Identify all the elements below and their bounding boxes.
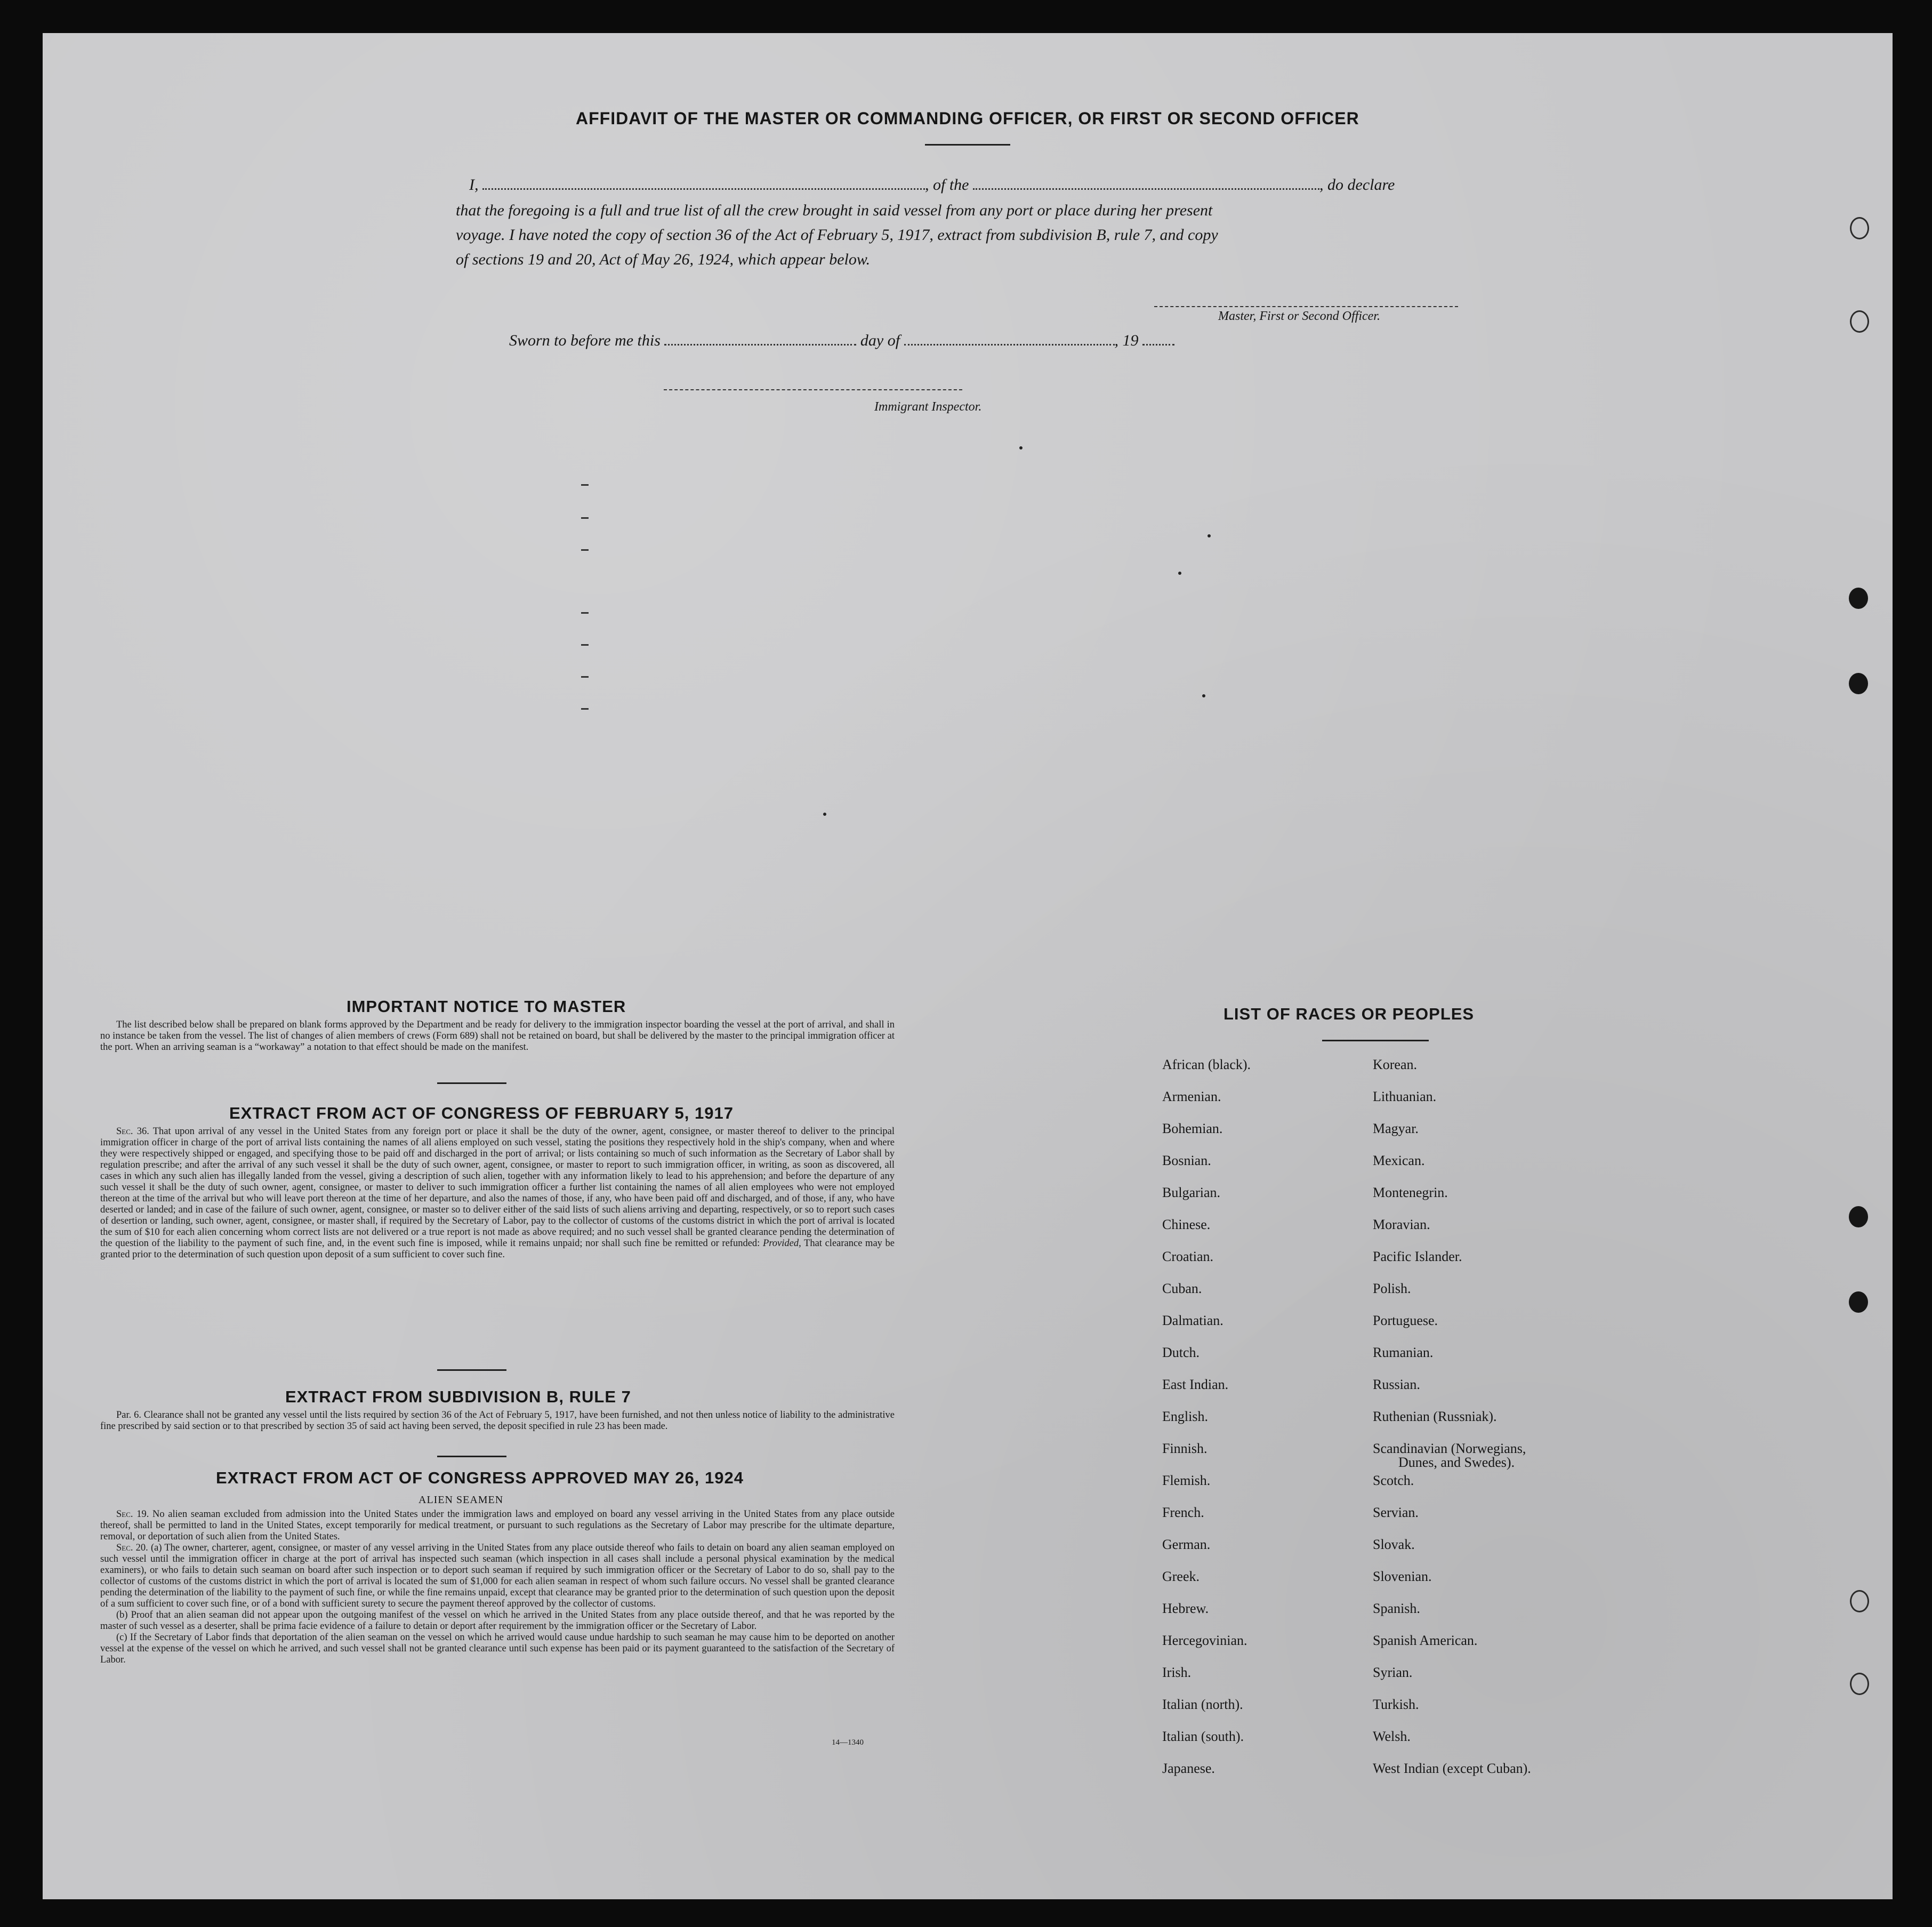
race-item: Scotch. <box>1373 1473 1414 1488</box>
stray-mark <box>1178 572 1181 575</box>
stray-mark <box>581 549 589 551</box>
sec20c-paragraph: (c) If the Secretary of Labor finds that deportation of the alien seaman on the vessel on which he arrived would cause undue hardship to such seaman he may cause him to be deported on another vessel at the expense of the vessel on which he arrived, and such vessel shall not be granted clearance until such expense has been paid or its payment guaranteed to the satisfaction of the Secretary of Labor. <box>100 1632 895 1665</box>
race-item: Lithuanian. <box>1373 1089 1437 1104</box>
races-left-column <box>1162 1057 1251 1793</box>
affidavit-line-3: voyage. I have noted the copy of section 36 of the Act of February 5, 1917, extract from subdivision B, rule 7, and copy <box>456 226 1218 244</box>
sec36-label: Sec. 36. <box>116 1126 149 1137</box>
race-item: Servian. <box>1373 1505 1419 1520</box>
stray-mark <box>1019 446 1023 449</box>
race-item: Cuban. <box>1162 1281 1202 1296</box>
race-item: East Indian. <box>1162 1377 1229 1392</box>
race-item: Italian (south). <box>1162 1729 1244 1744</box>
race-item: Flemish. <box>1162 1473 1211 1488</box>
race-item: Finnish. <box>1162 1441 1207 1456</box>
race-item: Dalmatian. <box>1162 1313 1223 1328</box>
sworn-day-blank[interactable] <box>664 344 856 346</box>
sec20-label: Sec. 20. <box>116 1543 148 1553</box>
race-item: Scandinavian (Norwegians, <box>1373 1441 1526 1456</box>
affidavit-declare: , do declare <box>1319 176 1395 194</box>
race-item: English. <box>1162 1409 1208 1424</box>
race-item: Chinese. <box>1162 1217 1211 1232</box>
notice-paragraph: The list described below shall be prepared on blank forms approved by the Department and be ready for delivery to the immigration inspector boarding the vessel at the port of arrival, and shall in no instance be taken from the vessel. The list of changes of alien members of crews (Form 689) shall not be retained on board, but shall be delivered by the master to the principal immigration officer at the port. When an arriving seaman is a “workaway” a notation to that effect should be made on the manifest. <box>100 1019 895 1053</box>
race-item: Irish. <box>1162 1665 1192 1680</box>
binder-hole <box>1849 588 1868 609</box>
race-item: Greek. <box>1162 1569 1200 1584</box>
race-item: Polish. <box>1373 1281 1411 1296</box>
race-item: Ruthenian (Russniak). <box>1373 1409 1497 1424</box>
sworn-line <box>509 332 1174 350</box>
sec20a-body: (a) The owner, charterer, agent, consignee, or master of any vessel arriving in the United States from any place outside thereof who fails to detain on board any alien seaman employed on such vessel until the immigration officer in charge at the port of arrival has inspected such seaman (which inspection in all cases shall include a personal physical examination by the medical examiners), or who fails to detain such seaman on board after such inspection or to deport such seaman if required by such immigration officer or the Secretary of Labor to do so, shall pay to the collector of customs of the customs district in which the port of arrival is located the sum of $1,000 for each alien seaman in respect of whom such failure occurs. No vessel shall be granted clearance pending the determination of the liability to the payment of such fine, or while the fine remains unpaid, except that clearance may be granted prior to the determination of such question upon the deposit of a sum sufficient to cover such fine, or of a bond with sufficient surety to secure the payment thereof approved by the collector of customs. <box>100 1543 895 1609</box>
document-page <box>43 33 1893 1899</box>
race-item: Spanish American. <box>1373 1633 1478 1648</box>
races-right-column <box>1373 1057 1531 1793</box>
sec19-paragraph <box>100 1509 895 1543</box>
extract-1924-title: EXTRACT FROM ACT OF CONGRESS APPROVED MAY 26, 1924 <box>216 1468 744 1487</box>
inspector-caption: Immigrant Inspector. <box>874 400 982 414</box>
sworn-year-blank[interactable] <box>1142 344 1174 346</box>
extract-1917-title: EXTRACT FROM ACT OF CONGRESS OF FEBRUARY 5, 1917 <box>229 1104 734 1122</box>
race-item: Armenian. <box>1162 1089 1221 1104</box>
rule7-title: EXTRACT FROM SUBDIVISION B, RULE 7 <box>285 1387 631 1406</box>
race-item: Welsh. <box>1373 1729 1411 1744</box>
race-item: Bohemian. <box>1162 1121 1223 1136</box>
race-item: Spanish. <box>1373 1601 1420 1616</box>
title-rule <box>925 144 1010 146</box>
master-signature-line[interactable] <box>1154 306 1458 307</box>
rule7-rule <box>437 1456 506 1457</box>
sworn-year: , 19 <box>1114 332 1139 349</box>
race-item: African (black). <box>1162 1057 1251 1072</box>
notice-rule <box>437 1082 506 1084</box>
race-item: French. <box>1162 1505 1204 1520</box>
stray-mark <box>581 517 589 519</box>
stray-mark <box>581 708 589 710</box>
race-item: Slovak. <box>1373 1537 1415 1552</box>
alien-seamen-subtitle: ALIEN SEAMEN <box>418 1494 504 1506</box>
race-item: Hercegovinian. <box>1162 1633 1247 1648</box>
notice-text <box>100 1019 895 1053</box>
notice-title: IMPORTANT NOTICE TO MASTER <box>347 997 626 1016</box>
sec20a-paragraph <box>100 1543 895 1610</box>
binder-hole <box>1850 1590 1869 1612</box>
stray-mark <box>1202 694 1205 697</box>
sworn-month-blank[interactable] <box>904 344 1115 346</box>
race-item: West Indian (except Cuban). <box>1373 1761 1531 1776</box>
race-item: Slovenian. <box>1373 1569 1432 1584</box>
form-number: 14—1340 <box>832 1738 864 1747</box>
races-title: LIST OF RACES OR PEOPLES <box>1223 1005 1475 1023</box>
name-blank[interactable] <box>482 188 925 190</box>
race-item: Rumanian. <box>1373 1345 1434 1360</box>
affidavit-line-4: of sections 19 and 20, Act of May 26, 1924, which appear below. <box>456 251 871 268</box>
extract-1917-paragraph <box>100 1126 895 1260</box>
race-item: Pacific Islander. <box>1373 1249 1462 1264</box>
race-item: Mexican. <box>1373 1153 1425 1168</box>
sworn-prefix: Sworn to before me this <box>509 332 661 349</box>
binder-hole <box>1849 1206 1868 1227</box>
binder-hole <box>1849 1291 1868 1313</box>
race-item: Moravian. <box>1373 1217 1430 1232</box>
stray-mark <box>581 676 589 678</box>
sec19-label: Sec. 19. <box>116 1509 149 1520</box>
sec19-body: No alien seaman excluded from admission into the United States under the immigration laws and employed on board any vessel arriving in the United States from any place outside thereof, shall be permitted to land in the United States, except temporarily for medical treatment, or pursuant to such regulations as the Secretary of Labor may prescribe for the ultimate departure, removal, or deportation of such alien from the United States. <box>100 1509 895 1542</box>
inspector-signature-line[interactable] <box>664 389 962 390</box>
extract-1917-text <box>100 1126 895 1260</box>
affidavit-title: AFFIDAVIT OF THE MASTER OR COMMANDING OFFICER, OR FIRST OR SECOND OFFICER <box>576 109 1359 128</box>
sec36-body: That upon arrival of any vessel in the United States from any foreign port or place it shall be the duty of the owner, agent, consignee, or master thereof to deliver to the principal immigration officer in charge of the port of arrival lists containing the names of all aliens employed on such vessel, stating the positions they respectively hold in the ship's company, when and where they were respectively shipped or engaged, and specifying those to be paid off and discharged in the port of arrival; or lists containing so much of such information as the Secretary of Labor shall by regulation prescribe; and after the arrival of any such vessel it shall be the duty of such owner, agent, consignee, or master to report to such immigration officer, in writing, as soon as discovered, all cases in which any such alien has illegally landed from the vessel, giving a description of such alien, together with any information likely to lead to his apprehension; and before the departure of any such vessel it shall be the duty of such owner, agent, consignee, or master to deliver to such immigration officer a further list containing the names of all alien employees who were not employed thereon at the time of the arrival but who will leave port thereon at the time of her departure, and also the names of those, if any, who have been paid off and discharged, and of those, if any, who have deserted or landed; and in case of the failure of such owner, agent, consignee, or master so to deliver either of the said lists of such aliens arriving and departing, respectively, or so to report such cases of desertion or landing, such owner, agent, consignee, or master shall, if required by the Secretary of Labor, pay to the collector of customs of the customs district in which the port of arrival is located the sum of $10 for each alien concerning whom correct lists are not delivered or a true report is not made as above required; and no such vessel shall be granted clearance pending the determination of the question of the liability to the payment of such fine, and, in the event such fine is imposed, while it remains unpaid; nor shall such fine be remitted or refunded: <box>100 1126 895 1249</box>
race-item: Syrian. <box>1373 1665 1413 1680</box>
rule7-paragraph: Par. 6. Clearance shall not be granted any vessel until the lists required by section 36 of the Act of February 5, 1917, have been furnished, and not then unless notice of liability to the administrative fine prescribed by said section or to that prescribed by section 35 of said act having been served, the deposit specified in rule 23 has been made. <box>100 1410 895 1432</box>
race-item: German. <box>1162 1537 1211 1552</box>
stray-mark <box>1207 534 1211 537</box>
sec36-proviso: Provided, <box>762 1238 801 1249</box>
sec36-end: That clearance may be granted prior to the determination of such question upon deposit of a sum sufficient to cover such fine. <box>100 1238 895 1260</box>
race-item: Dunes, and Swedes). <box>1398 1455 1515 1470</box>
race-item: Montenegrin. <box>1373 1185 1448 1200</box>
race-item: Italian (north). <box>1162 1697 1243 1712</box>
stray-mark <box>581 644 589 646</box>
binder-hole <box>1850 1673 1869 1695</box>
master-caption: Master, First or Second Officer. <box>1218 309 1380 323</box>
stray-mark <box>581 612 589 614</box>
race-item: Turkish. <box>1373 1697 1419 1712</box>
race-item: Portuguese. <box>1373 1313 1438 1328</box>
stray-mark <box>823 813 826 816</box>
race-item: Hebrew. <box>1162 1601 1209 1616</box>
affidavit-i: I, <box>469 176 479 194</box>
race-item: Croatian. <box>1162 1249 1214 1264</box>
sworn-day-of: day of <box>860 332 900 349</box>
rule7-text <box>100 1410 895 1432</box>
affidavit-line-2: that the foregoing is a full and true list of all the crew brought in said vessel from any port or place during her present <box>456 202 1213 219</box>
race-item: Japanese. <box>1162 1761 1215 1776</box>
stray-mark <box>581 484 589 486</box>
binder-hole <box>1849 673 1868 694</box>
races-rule <box>1322 1040 1429 1041</box>
extract-1924-text <box>100 1509 895 1666</box>
race-item: Dutch. <box>1162 1345 1200 1360</box>
affidavit-of-the: , of the <box>925 176 969 194</box>
race-item: Bosnian. <box>1162 1153 1211 1168</box>
binder-hole <box>1850 217 1869 239</box>
race-item: Bulgarian. <box>1162 1185 1221 1200</box>
affidavit-line-1 <box>469 176 1395 194</box>
extract-1917-rule <box>437 1369 506 1371</box>
vessel-blank[interactable] <box>973 188 1319 190</box>
race-item: Russian. <box>1373 1377 1420 1392</box>
race-item: Korean. <box>1373 1057 1418 1072</box>
binder-hole <box>1850 310 1869 333</box>
sec20b-paragraph: (b) Proof that an alien seaman did not appear upon the outgoing manifest of the vessel on which he arrived in the United States from any place outside thereof, and that he was reported by the master of such vessel as a deserter, shall be prima facie evidence of a failure to detain or deport after requirement by the immigration officer or the Secretary of Labor. <box>100 1610 895 1632</box>
race-item: Magyar. <box>1373 1121 1419 1136</box>
